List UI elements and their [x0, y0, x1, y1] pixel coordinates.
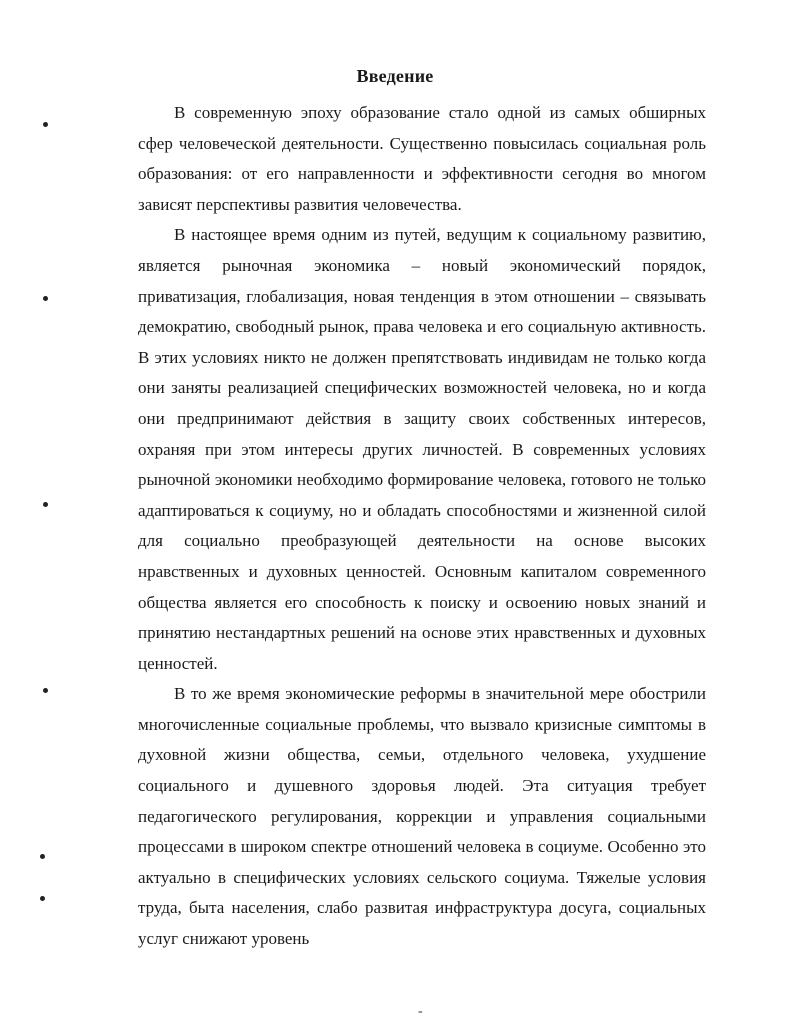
margin-mark-dot: [40, 896, 45, 901]
margin-mark-dot: [43, 502, 48, 507]
title-container: [0, 66, 791, 92]
paragraph-1: В современную эпоху образование стало одной из самых обширных сфер человеческой деятельности. Существенно повысилась социальная роль образования: от его направленности и эффективности сегодня во многом зависят перспективы развития человечества.: [138, 103, 706, 214]
page-number-mark: -: [418, 1004, 423, 1019]
body-text: [138, 98, 706, 955]
paragraph-3: В то же время экономические реформы в значительной мере обострили многочисленные социальные проблемы, что вызвало кризисные симптомы в духовной жизни общества, семьи, отдельного человека, ухудшение социального и душевного здоровья людей. Эта ситуация требует педагогического регулирования, коррекции и управления социальными процессами в широком спектре отношений человека в социуме. Особенно это актуально в специфических условиях сельского социума. Тяжелые условия труда, быта населения, слабо развитая инфраструктура досуга, социальных услуг снижают уровень: [138, 684, 706, 949]
margin-mark-dot: [40, 854, 45, 859]
page-title: Введение: [356, 66, 434, 86]
margin-mark-dot: [43, 688, 48, 693]
margin-mark-dot: [43, 122, 48, 127]
margin-mark-dot: [43, 296, 48, 301]
paragraph-2: В настоящее время одним из путей, ведущим к социальному развитию, является рыночная экономика – новый экономический порядок, приватизация, глобализация, новая тенденция в этом отношении – связывать демократию, свободный рынок, права человека и его социальную активность. В этих условиях никто не должен препятствовать индивидам не только когда они заняты реализацией специфических возможностей человека, но и когда они предпринимают действия в защиту своих собственных интересов, охраняя при этом интересы других личностей. В современных условиях рыночной экономики необходимо формирование человека, готового не только адаптироваться к социуму, но и обладать способностями и жизненной силой для социально преобразующей деятельности на основе высоких нравственных и духовных ценностей. Основным капиталом современного общества является его способность к поиску и освоению новых знаний и принятию нестандартных решений на основе этих нравственных и духовных ценностей.: [138, 225, 706, 673]
